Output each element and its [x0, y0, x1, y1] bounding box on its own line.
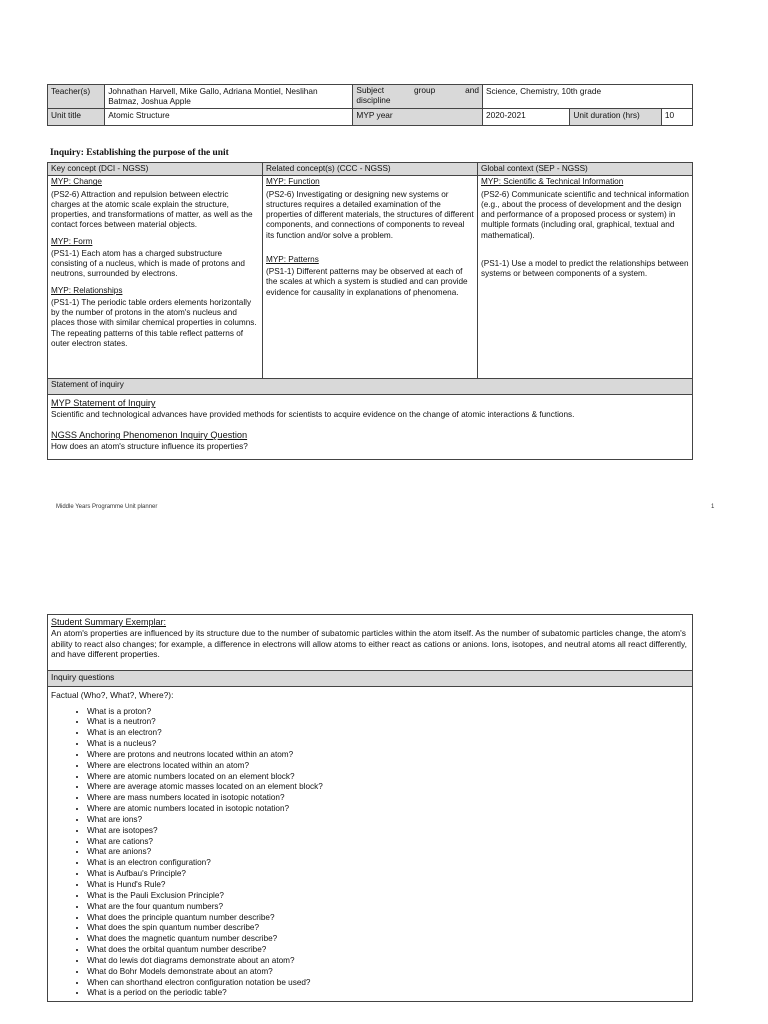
- question-item: • What are isotopes?: [87, 826, 689, 837]
- inquiry-title: Inquiry: Establishing the purpose of the unit: [50, 148, 229, 158]
- myp-statement-text: Scientific and technological advances have provided methods for scientists to acquire evidence on the change of atomic interactions & functions.: [51, 409, 575, 419]
- duration-label: Unit duration (hrs): [570, 108, 661, 125]
- concepts-table: [47, 162, 693, 460]
- question-item: • What does the magnetic quantum number describe?: [87, 934, 689, 945]
- subject-label-word: group: [414, 85, 436, 95]
- question-item: • What is an electron?: [87, 728, 689, 739]
- ngss-question-text: How does an atom's structure influence its properties?: [51, 441, 248, 451]
- subject-label-word: and: [465, 85, 479, 95]
- global-context-header: Global context (SEP - NGSS): [478, 163, 693, 176]
- question-item: • What do lewis dot diagrams demonstrate about an atom?: [87, 956, 689, 967]
- related-section-title: MYP: Patterns: [266, 254, 319, 264]
- inquiry-questions-header: Inquiry questions: [48, 671, 693, 687]
- factual-row: [48, 687, 693, 1002]
- unit-title-row: [48, 108, 693, 125]
- question-item: • What does the spin quantum number describe?: [87, 923, 689, 934]
- question-item: • What do Bohr Models demonstrate about an atom?: [87, 967, 689, 978]
- question-item: • What are the four quantum numbers?: [87, 902, 689, 913]
- statement-header-row: [48, 379, 693, 395]
- key-concept-header: Key concept (DCI - NGSS): [48, 163, 263, 176]
- question-item: • What is the Pauli Exclusion Principle?: [87, 891, 689, 902]
- question-item: • What is a proton?: [87, 707, 689, 718]
- summary-row: [48, 615, 693, 671]
- question-item: • What is Hund's Rule?: [87, 880, 689, 891]
- question-item: • What is an electron configuration?: [87, 858, 689, 869]
- key-section-title: MYP: Form: [51, 236, 93, 246]
- question-item: • Where are protons and neutrons located within an atom?: [87, 750, 689, 761]
- ngss-question-title: NGSS Anchoring Phenomenon Inquiry Question: [51, 430, 248, 440]
- inquiry-questions-table: [47, 614, 693, 1002]
- question-item: • What are ions?: [87, 815, 689, 826]
- factual-cell: [48, 687, 693, 1002]
- question-item: • What is Aufbau's Principle?: [87, 869, 689, 880]
- summary-cell: [48, 615, 693, 671]
- summary-text: An atom's properties are influenced by its structure due to the number of subatomic particles within the atom itself. As the number of subatomic particles change, the atom's ability to react also changes; for example, a difference in electrons will allow atoms to either react as cations or anions. Ions, isotopes, and neutral atoms all react differently, and have different properties.: [51, 628, 687, 660]
- related-section-body: (PS2-6) Investigating or designing new systems or structures requires a detailed examination of the properties of different materials, the structures of different components, and connections of components to reveal its function and/or solve a problem.: [266, 189, 474, 240]
- subject-value: Science, Chemistry, 10th grade: [483, 85, 693, 109]
- footer-text: Middle Years Programme Unit planner: [56, 504, 158, 510]
- concepts-header-row: [48, 163, 693, 176]
- teacher-row: [48, 85, 693, 109]
- question-item: • What does the principle quantum number describe?: [87, 913, 689, 924]
- question-item: • What does the orbital quantum number describe?: [87, 945, 689, 956]
- concepts-body-row: [48, 176, 693, 379]
- question-item: • Where are atomic numbers located on an element block?: [87, 772, 689, 783]
- question-item: • Where are mass numbers located in isotopic notation?: [87, 793, 689, 804]
- teacher-label: Teacher(s): [48, 85, 105, 109]
- key-section-body: (PS1-1) The periodic table orders elements horizontally by the number of protons in the atom's nucleus and places those with similar chemical properties in columns. The repeating patterns of this table reflect patterns of outer electron states.: [51, 297, 257, 348]
- related-section-title: MYP: Function: [266, 177, 320, 187]
- key-concept-cell: [48, 176, 263, 379]
- summary-title: Student Summary Exemplar:: [51, 617, 167, 627]
- question-item: • What is a nucleus?: [87, 739, 689, 750]
- myp-year-label: MYP year: [353, 108, 483, 125]
- inquiry-header-row: [48, 671, 693, 687]
- statement-body-row: [48, 395, 693, 460]
- key-section-title: MYP: Relationships: [51, 285, 123, 295]
- subject-label-word: discipline: [356, 94, 391, 105]
- global-section-body: (PS1-1) Use a model to predict the relationships between systems or between components of a system.: [481, 258, 689, 278]
- factual-label: Factual (Who?, What?, Where?):: [51, 690, 174, 700]
- question-item: • What are anions?: [87, 847, 689, 858]
- duration-value: 10: [661, 108, 692, 125]
- subject-label: [353, 85, 483, 109]
- teacher-value: Johnathan Harvell, Mike Gallo, Adriana Montiel, Neslihan Batmaz, Joshua Apple: [105, 85, 353, 109]
- factual-question-list: [51, 707, 689, 1000]
- question-item: • What are cations?: [87, 837, 689, 848]
- statement-header: Statement of inquiry: [48, 379, 693, 395]
- myp-statement-title: MYP Statement of Inquiry: [51, 398, 156, 409]
- subject-label-word: Subject: [356, 85, 385, 95]
- related-concept-cell: [263, 176, 478, 379]
- global-context-cell: [478, 176, 693, 379]
- page-number: 1: [711, 504, 715, 510]
- question-item: • Where are average atomic masses located on an element block?: [87, 782, 689, 793]
- key-section-title: MYP: Change: [51, 177, 102, 187]
- question-item: • What is a neutron?: [87, 717, 689, 728]
- key-section-body: (PS1-1) Each atom has a charged substructure consisting of a nucleus, which is made of protons and neutrons, surrounded by electrons.: [51, 248, 245, 279]
- question-item: • Where are atomic numbers located in isotopic notation?: [87, 804, 689, 815]
- myp-year-value: 2020-2021: [483, 108, 570, 125]
- related-concept-header: Related concept(s) (CCC - NGSS): [263, 163, 478, 176]
- unit-info-table: [47, 84, 693, 126]
- question-item: • When can shorthand electron configuration notation be used?: [87, 978, 689, 989]
- unit-title-label: Unit title: [48, 108, 105, 125]
- unit-title-value: Atomic Structure: [105, 108, 353, 125]
- question-item: • Where are electrons located within an atom?: [87, 761, 689, 772]
- global-section-title: MYP: Scientific & Technical Information: [481, 177, 624, 187]
- statement-cell: [48, 395, 693, 460]
- global-section-body: (PS2-6) Communicate scientific and technical information (e.g., about the process of development and the design and performance of a proposed process or system) in multiple formats (including oral, graphical, textual and mathematical).: [481, 189, 689, 240]
- related-section-body: (PS1-1) Different patterns may be observed at each of the scales at which a system is studied and can provide evidence for causality in explanations of phenomena.: [266, 267, 468, 297]
- question-item: • What is a period on the periodic table?: [87, 988, 689, 999]
- key-section-body: (PS2-6) Attraction and repulsion between electric charges at the atomic scale explain the structure, properties, and transformations of matter, as well as the contact forces between material objects.: [51, 189, 253, 230]
